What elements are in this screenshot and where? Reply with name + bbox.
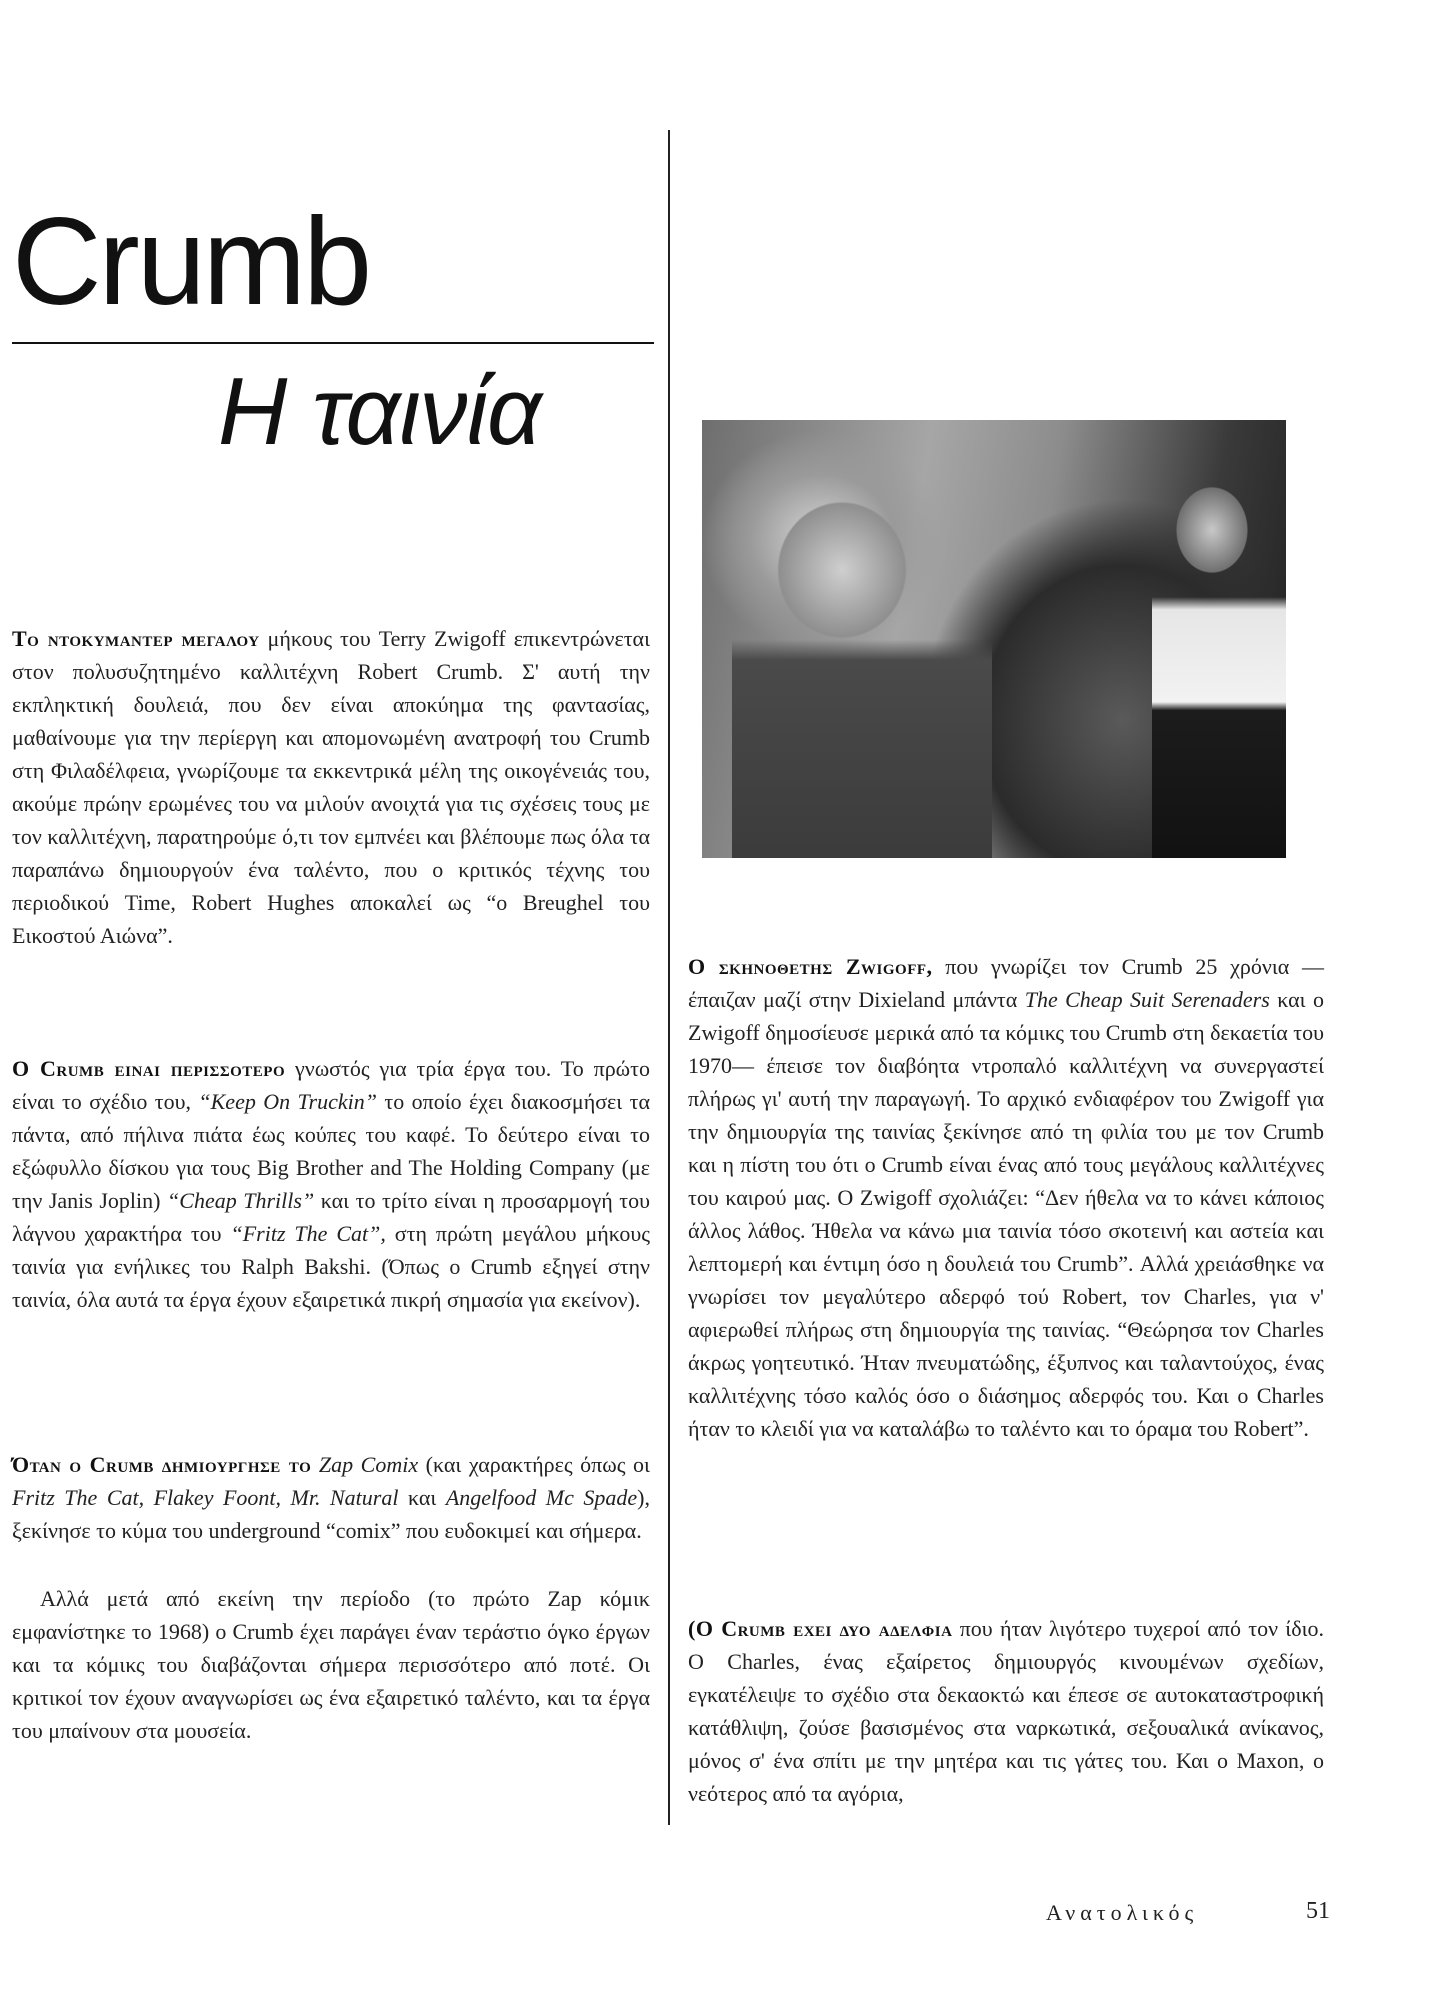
paragraph-text: στη πρώτη μεγάλου μήκους ταινία για ενήλικες του Ralph Bakshi. (Όπως ο Crumb εξηγεί στην ταινία, όλα αυτά τα έργα έχουν εξαιρετικά πικρή σημασία για εκείνον). [12, 1221, 650, 1312]
paragraph-text: μήκους του Terry Zwigoff επικεντρώνεται στον πολυσυζητημένο καλλιτέχνη Robert Crumb. Σ' αυτή την εκπληκτική δουλειά, που δεν είναι αποκύημα της φαντασίας, μαθαίνουμε για την περίεργη και απομονωμένη ανατροφή του Crumb στη Φιλαδέλφεια, γνωρίζουμε τα εκκεντρικά μέλη της οικογένειάς του, ακούμε πρώην ερωμένες του να μιλούν ανοιχτά για τις σχέσεις τους με τον καλλιτέχνη, παρατηρούμε ό,τι τον εμπνέει και βλέπουμε πως όλα τα παραπάνω δημιουργούν ένα ταλέντο, που ο κριτικός τέχνης του περιοδικού Time, Robert Hughes αποκαλεί ως “ο Breughel του Εικοστού Αιώνα”. [12, 626, 651, 948]
photo-woman-figure [1152, 450, 1286, 858]
title-underline [12, 342, 654, 344]
paragraph-text: που γνωρίζει τον Crumb 25 χρόνια — έπαιζαν μαζί στην Dixieland μπάντα [688, 954, 1325, 1012]
paragraph-lead: Όταν ο Crumb δημιουργησε το [12, 1452, 312, 1477]
character-names: Fritz The Cat, Flakey Foont, Mr. Natural [12, 1485, 399, 1510]
paragraph-text: και το τρίτο είναι η προσαρμογή του λάγνου χαρακτήρα του [12, 1188, 650, 1246]
left-paragraph-3 [12, 1448, 650, 1547]
film-still-photo [702, 420, 1286, 858]
album-title: “Cheap Thrills” [167, 1188, 315, 1213]
column-divider [668, 130, 670, 1825]
paragraph-lead: Το ντοκυμαντερ μεγαλου [12, 626, 260, 651]
paragraph-text: (και χαρακτήρες όπως οι [418, 1452, 650, 1477]
magazine-name: Ανατολικός [1046, 1900, 1199, 1925]
paragraph-text: ), ξεκίνησε το κύμα του underground “comix” που ευδοκιμεί και σήμερα. [12, 1485, 650, 1543]
right-paragraph-1 [688, 950, 1324, 1445]
paragraph-text: γνωστός για τρία έργα του. Το πρώτο είναι το σχέδιο του, [12, 1056, 650, 1114]
left-paragraph-1 [12, 622, 650, 952]
photo-man-figure [732, 480, 992, 858]
artwork-title: “Keep On Truckin” [198, 1089, 377, 1114]
right-paragraph-2 [688, 1612, 1324, 1810]
paragraph-text: και [398, 1485, 446, 1510]
article-title: Crumb [12, 193, 370, 331]
paragraph-lead: Ο Crumb ειναι περισσοτερο [12, 1056, 286, 1081]
comic-title: Zap Comix [311, 1452, 419, 1477]
paragraph-lead: (Ο Crumb εχει δυο αδελφια [688, 1616, 953, 1641]
paragraph-text: και ο Zwigoff δημοσίευσε μερικά από τα κόμικς του Crumb στη δεκαετία του 1970— έπεισε τον διαβόητα ντροπαλό καλλιτέχνη να συνεργαστεί πλήρως γι' αυτή την παραγωγή. Το αρχικό ενδιαφέρον του Zwigoff για την δημιουργία της ταινίας ξεκίνησε από τη φιλία του με τον Crumb και η πίστη του ότι ο Crumb είναι ένας από τους μεγάλους καλλιτέχνες του καιρού μας. Ο Zwigoff σχολιάζει: “Δεν ήθελα να το κάνει κάποιος άλλος λάθος. Ήθελα να κάνω μια ταινία τόσο σκοτεινή και αστεία και λεπτομερή και έντιμη όσο η δουλειά του Crumb”. Αλλά χρειάσθηκε να γνωρίσει τον μεγαλύτερο αδερφό τού Robert, τον Charles, για ν' αφιερωθεί πλήρως στη δημιουργία της ταινίας. “Θεώρησα τον Charles άκρως γοητευτικό. Ήταν πνευματώδης, έξυπνος και ταλαντούχος, ένας καλλιτέχνης τόσο καλός όσο ο διάσημος αδερφός του. Και ο Charles ήταν το κλειδί για να καταλάβω το ταλέντο και το όραμα του Robert”. [688, 987, 1325, 1441]
character-name: Angelfood Mc Spade [445, 1485, 638, 1510]
page-number: 51 [1306, 1898, 1330, 1924]
band-name: The Cheap Suit Serenaders [1024, 987, 1270, 1012]
character-title: “Fritz The Cat”, [230, 1221, 386, 1246]
paragraph-text: που ήταν λιγότερο τυχεροί από τον ίδιο. Ο Charles, ένας εξαίρετος δημιουργός κινουμένων σχεδίων, εγκατέλειψε το σχέδιο στα δεκαοκτώ και έπεσε σε αυτοκαταστροφική κατάθλιψη, ζούσε βασισμένος στα ναρκωτικά, σεξουαλικά ανίκανος, μόνος σ' ένα σπίτι με την μητέρα και τις γάτες του. Και ο Maxon, ο νεότερος από τα αγόρια, [688, 1616, 1324, 1806]
left-paragraph-2 [12, 1052, 650, 1316]
article-subtitle: Η ταινία [218, 358, 541, 465]
paragraph-lead: Ο σκηνοθετης Zwigoff, [688, 954, 933, 979]
left-paragraph-4: Αλλά μετά από εκείνη την περίοδο (το πρώτο Zap κόμικ εμφανίστηκε το 1968) ο Crumb έχει παράγει έναν τεράστιο όγκο έργων και τα κόμικς του διαβάζονται σήμερα περισσότερο από ποτέ. Οι κριτικοί τον έχουν αναγνωρίσει ως ένα εξαιρετικό ταλέντο, και τα έργα του μπαίνουν στα μουσεία. [12, 1586, 650, 1743]
paragraph-text: το οποίο έχει διακοσμήσει τα πάντα, από πήλινα πιάτα έως κούπες του καφέ. Το δεύτερο είναι το εξώφυλλο δίσκου για τους Big Brother and The Holding Company (με την Janis Joplin) [12, 1089, 650, 1213]
